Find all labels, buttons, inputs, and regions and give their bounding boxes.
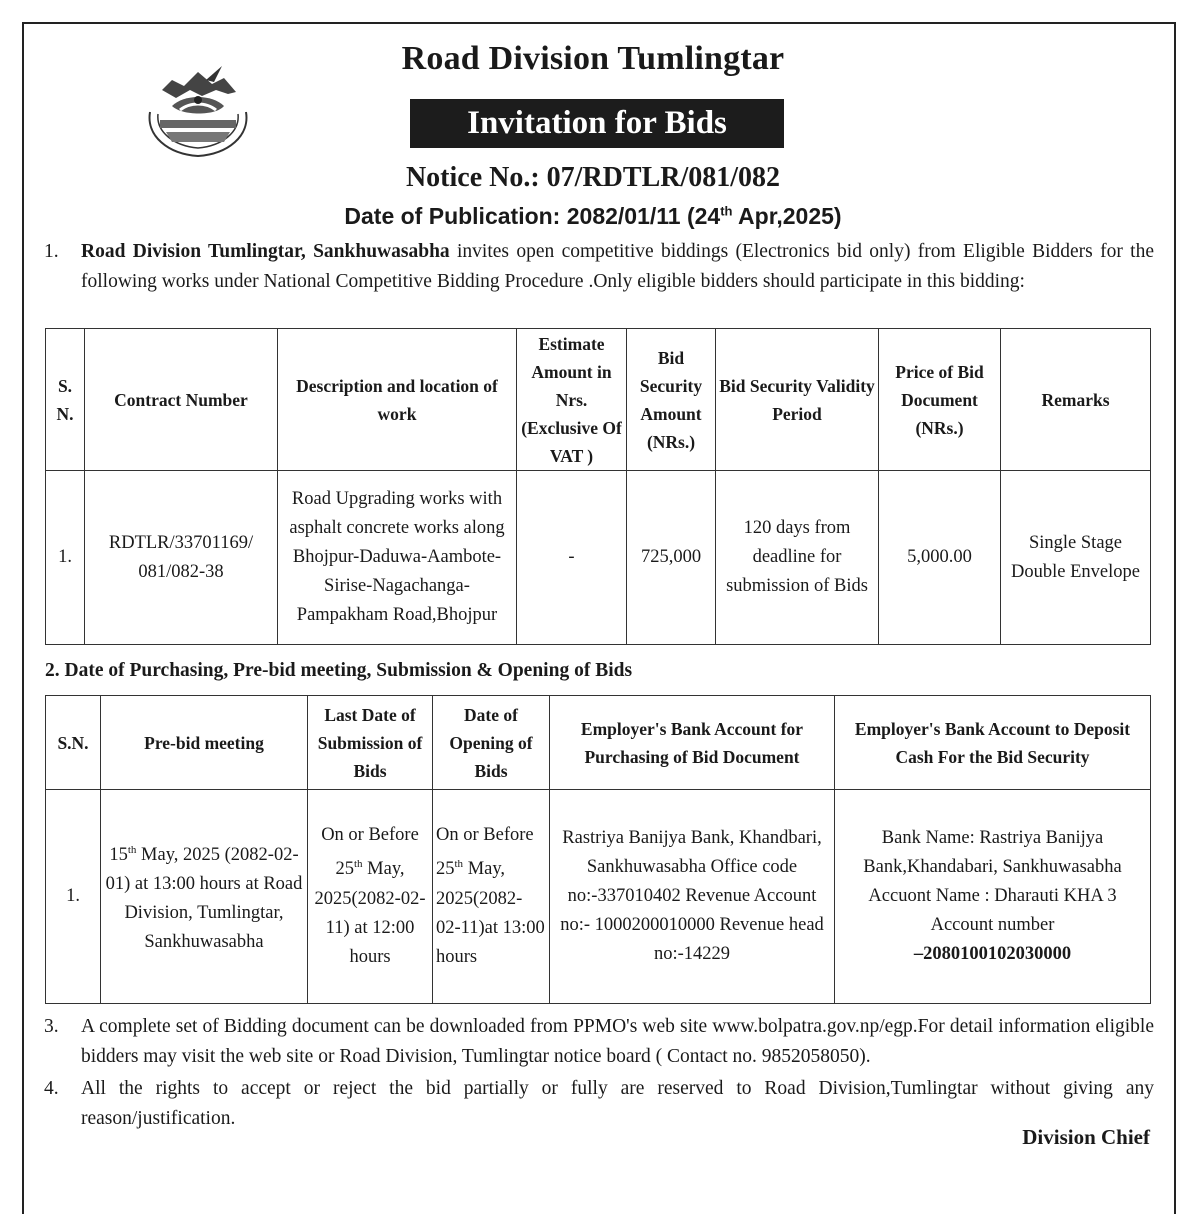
paragraph-1	[44, 237, 1154, 297]
cell-deposit-account: Bank Name: Rastriya Banijya Bank,Khandabari, Sankhuwasabha Accuont Name : Dharauti KHA 3 Account number –2080100102030000	[835, 790, 1151, 1004]
cell-price: 5,000.00	[879, 471, 1001, 645]
header-bid-security: Bid Security Amount (NRs.)	[627, 329, 716, 471]
paragraph-text: invites open competitive biddings (Electronics bid only) from Eligible Bidders for the following works under National Competitive Bidding Procedure .Only eligible bidders should participate in this bidding:	[81, 241, 1154, 292]
paragraph-text: All the rights to accept or reject the bid partially or fully are reserved to Road Division,Tumlingtar without giving any reason/justification.	[81, 1078, 1154, 1129]
paragraph-4	[44, 1074, 1154, 1134]
notice-number: Notice No.: 07/RDTLR/081/082	[405, 162, 781, 193]
header-last-date: Last Date of Submission of Bids	[308, 696, 433, 790]
header-contract-number: Contract Number	[85, 329, 278, 471]
paragraph-number: 4.	[44, 1078, 59, 1099]
cell-contract-number: RDTLR/33701169/ 081/082-38	[85, 471, 278, 645]
works-table	[45, 328, 1151, 645]
header-sn: S. N.	[46, 329, 85, 471]
header-opening-date: Date of Opening of Bids	[433, 696, 550, 790]
table-row	[46, 790, 1151, 1004]
header-price: Price of Bid Document (NRs.)	[879, 329, 1001, 471]
header-deposit-account: Employer's Bank Account to Deposit Cash For the Bid Security	[835, 696, 1151, 790]
cell-opening-date: On or Before 25th May, 2025(2082-02-11)at 13:00 hours	[433, 790, 550, 1004]
cell-prebid: 15th May, 2025 (2082-02-01) at 13:00 hours at Road Division, Tumlingtar, Sankhuwasabha	[101, 790, 308, 1004]
cell-description: Road Upgrading works with asphalt concrete works along Bhojpur-Daduwa-Aambote-Sirise-Nagachanga-Pampakham Road,Bhojpur	[278, 471, 517, 645]
cell-sn: 1.	[46, 471, 85, 645]
cell-purchase-account: Rastriya Banijya Bank, Khandbari, Sankhuwasabha Office code no:-337010402 Revenue Account no:- 1000200010000 Revenue head no:-14229	[550, 790, 835, 1004]
cell-estimate: -	[517, 471, 627, 645]
paragraph-text: A complete set of Bidding document can be downloaded from PPMO's web site www.bolpatra.gov.np/egp.For detail information eligible bidders may visit the web site or Road Division, Tumlingtar notice board ( Contact no. 9852058050).	[81, 1016, 1154, 1067]
cell-validity: 120 days from deadline for submission of Bids	[716, 471, 879, 645]
cell-last-date: On or Before 25th May, 2025(2082-02-11) at 12:00 hours	[308, 790, 433, 1004]
header-description: Description and location of work	[278, 329, 517, 471]
paragraph-3	[44, 1012, 1154, 1072]
paragraph-number: 1.	[44, 241, 59, 262]
signoff: Division Chief	[1022, 1125, 1150, 1149]
header-validity: Bid Security Validity Period	[716, 329, 879, 471]
schedule-table	[45, 695, 1151, 1004]
header-prebid: Pre-bid meeting	[101, 696, 308, 790]
office-title: Road Division Tumlingtar	[401, 40, 785, 77]
header-purchase-account: Employer's Bank Account for Purchasing of Bid Document	[550, 696, 835, 790]
issuer-name: Road Division Tumlingtar, Sankhuwasabha	[81, 241, 450, 262]
cell-sn: 1.	[46, 790, 101, 1004]
header-sn: S.N.	[46, 696, 101, 790]
invitation-banner: Invitation for Bids	[410, 99, 784, 148]
deposit-account-number: –2080100102030000	[913, 944, 1072, 964]
cell-bid-security: 725,000	[627, 471, 716, 645]
section-2-heading: 2. Date of Purchasing, Pre-bid meeting, Submission & Opening of Bids	[45, 660, 633, 681]
table-row	[46, 471, 1151, 645]
cell-remarks: Single Stage Double Envelope	[1001, 471, 1151, 645]
header-remarks: Remarks	[1001, 329, 1151, 471]
publication-date: Date of Publication: 2082/01/11 (24th Apr,2025)	[344, 203, 842, 229]
paragraph-number: 3.	[44, 1016, 59, 1037]
header-estimate: Estimate Amount in Nrs. (Exclusive Of VAT )	[517, 329, 627, 471]
